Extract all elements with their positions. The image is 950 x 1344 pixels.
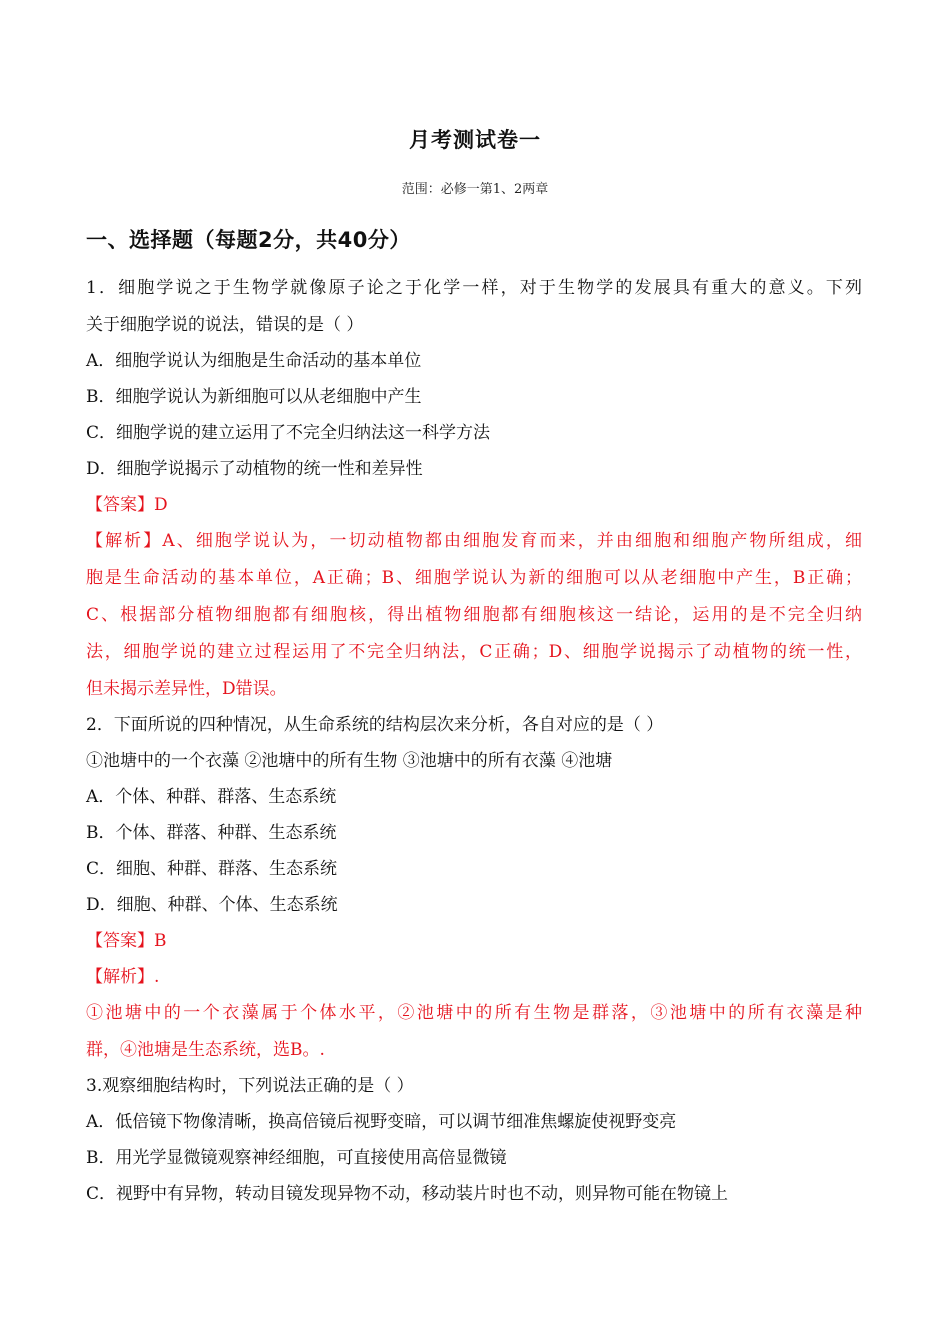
question-1-analysis-line-2: 胞是生命活动的基本单位，A正确；B、细胞学说认为新的细胞可以从老细胞中产生，B正确； [86,568,862,588]
question-1-option-b: B．细胞学说认为新细胞可以从老细胞中产生 [86,387,422,407]
question-1-analysis-line-3: C、根据部分植物细胞都有细胞核，得出植物细胞都有细胞核这一结论，运用的是不完全归纳 [86,605,862,625]
question-2-stem-line-2: ①池塘中的一个衣藻 ②池塘中的所有生物 ③池塘中的所有衣藻 ④池塘 [86,751,613,771]
question-2-option-a: A．个体、种群、群落、生态系统 [86,787,337,807]
question-2-option-d: D．细胞、种群、个体、生态系统 [86,895,338,915]
question-2-analysis-line-1: 【解析】. [86,967,160,987]
question-1-analysis-line-1: 【解析】A、细胞学说认为，一切动植物都由细胞发育而来，并由细胞和细胞产物所组成，细 [86,531,862,551]
scope-subtitle: 范围：必修一第1、2两章 [401,182,549,197]
question-1-option-c: C．细胞学说的建立运用了不完全归纳法这一科学方法 [86,423,491,443]
question-2-answer: 【答案】B [86,931,167,951]
question-2-stem-line-1: 2．下面所说的四种情况，从生命系统的结构层次来分析，各自对应的是（ ） [86,715,664,735]
page-title: 月考测试卷一 [409,128,541,152]
question-2-analysis-line-2: ①池塘中的一个衣藻属于个体水平，②池塘中的所有生物是群落，③池塘中的所有衣藻是种 [86,1003,862,1023]
question-2-option-c: C．细胞、种群、群落、生态系统 [86,859,338,879]
question-3-option-b: B．用光学显微镜观察神经细胞，可直接使用高倍显微镜 [86,1148,507,1168]
question-3-stem-line-1: 3.观察细胞结构时，下列说法正确的是（ ） [86,1076,414,1096]
question-1-stem-line-2: 关于细胞学说的说法，错误的是（ ） [86,315,364,335]
question-2-option-b: B．个体、群落、种群、生态系统 [86,823,337,843]
question-1-option-d: D．细胞学说揭示了动植物的统一性和差异性 [86,459,423,479]
question-1-stem-line-1: 1．细胞学说之于生物学就像原子论之于化学一样，对于生物学的发展具有重大的意义。下列 [86,278,862,298]
question-2-analysis-line-3: 群，④池塘是生态系统，选B。. [86,1040,325,1060]
question-1-analysis-line-4: 法，细胞学说的建立过程运用了不完全归纳法，C正确；D、细胞学说揭示了动植物的统一性， [86,642,862,662]
question-1-answer: 【答案】D [86,495,168,515]
question-3-option-c: C．视野中有异物，转动目镜发现异物不动，移动装片时也不动，则异物可能在物镜上 [86,1184,729,1204]
question-3-option-a: A．低倍镜下物像清晰，换高倍镜后视野变暗，可以调节细准焦螺旋使视野变亮 [86,1112,677,1132]
question-1-option-a: A．细胞学说认为细胞是生命活动的基本单位 [86,351,422,371]
section-heading: 一、选择题（每题2分，共40分） [86,228,411,252]
question-1-analysis-line-5: 但未揭示差异性，D错误。 [86,679,287,699]
